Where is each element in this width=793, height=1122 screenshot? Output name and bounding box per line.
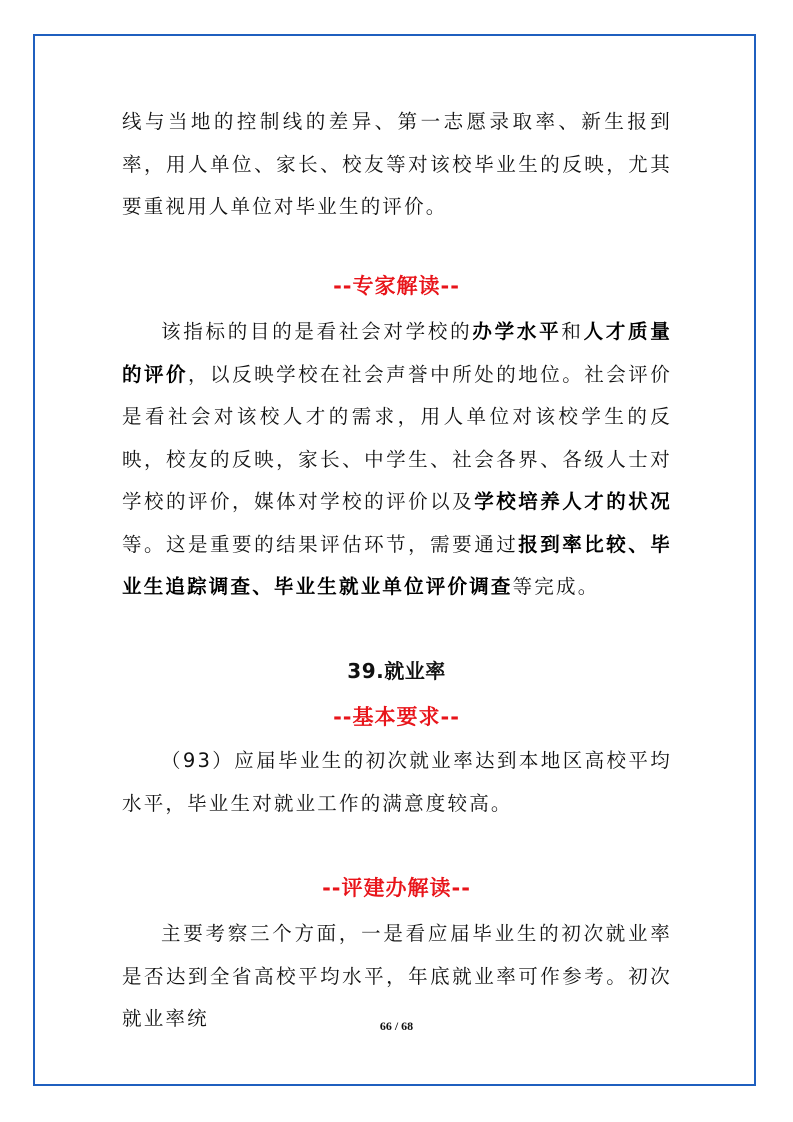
page-number: 66 / 68	[379, 1019, 414, 1033]
body-paragraph-2	[122, 311, 672, 609]
text-run: 该指标的目的是看社会对学校的	[161, 320, 473, 343]
text-run: 和	[561, 320, 584, 343]
body-paragraph-4: 主要考察三个方面，一是看应届毕业生的初次就业率是否达到全省高校平均水平，年底就业率可作参考。初次就业率统	[122, 922, 672, 1030]
bold-run: 报到率比较、毕业生追踪调查、毕业生就业单位评价调查	[122, 532, 672, 598]
text-run: ，以反映学校在社会声誉中所处的地位。社会评价是看社会对该校人才的需求，用人单位对该校学生的反映，校友的反映，家长、中学生、社会各界、各级人士对学校的评价，媒体对学校的评价以及	[122, 362, 672, 513]
bold-run: 人才质量的评价	[122, 320, 672, 386]
text-run: 等。这是重要的结果评估环节，需要通过	[122, 532, 519, 556]
heading-basic-requirements: --基本要求--	[333, 705, 460, 729]
text-run: 等完成。	[512, 575, 600, 598]
heading-office-interpretation: --评建办解读--	[322, 876, 471, 900]
body-paragraph-1: 线与当地的控制线的差异、第一志愿录取率、新生报到率，用人单位、家长、校友等对该校毕业生的反映，尤其要重视用人单位对毕业生的评价。	[122, 110, 672, 218]
section-title: 39.就业率	[347, 659, 446, 683]
bold-run: 学校培养人才的状况	[474, 490, 672, 513]
body-paragraph-3: （93）应届毕业生的初次就业率达到本地区高校平均水平，毕业生对就业工作的满意度较高。	[122, 749, 672, 815]
heading-expert-interpretation: --专家解读--	[333, 274, 460, 298]
bold-run: 办学水平	[472, 320, 562, 343]
